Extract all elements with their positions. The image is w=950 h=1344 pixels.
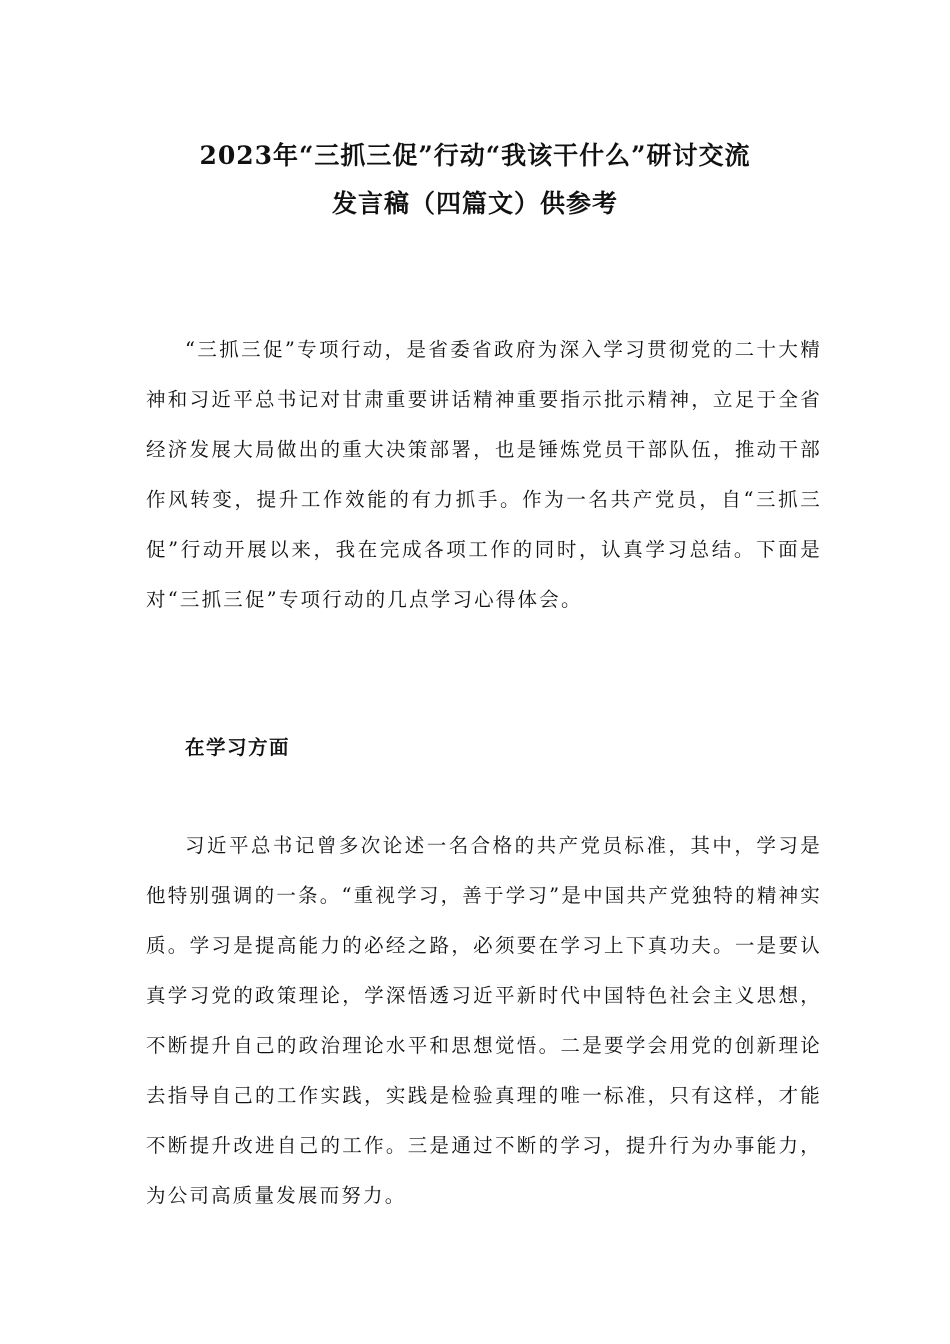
intro-paragraph: “三抓三促”专项行动，是省委省政府为深入学习贯彻党的二十大精神和习近平总书记对甘肃重要讲话精神重要指示批示精神，立足于全省经济发展大局做出的重大决策部署，也是锤炼党员干部队伍，推动干部作风转变，提升工作效能的有力抓手。作为一名共产党员，自“三抓三促”行动开展以来，我在完成各项工作的同时，认真学习总结。下面是对“三抓三促”专项行动的几点学习心得体会。 xyxy=(146,338,822,611)
study-paragraph: 习近平总书记曾多次论述一名合格的共产党员标准，其中，学习是他特别强调的一条。“重视学习，善于学习”是中国共产党独特的精神实质。学习是提高能力的必经之路，必须要在学习上下真功夫。一是要认真学习党的政策理论，学深悟透习近平新时代中国特色社会主义思想，不断提升自己的政治理论水平和思想觉悟。二是要学会用党的创新理论去指导自己的工作实践，实践是检验真理的唯一标准，只有这样，才能不断提升改进自己的工作。三是通过不断的学习，提升行为办事能力，为公司高质量发展而努力。 xyxy=(146,834,822,1207)
title-line-1: 2023年“三抓三促”行动“我该干什么”研讨交流 xyxy=(199,141,751,170)
document-title xyxy=(0,132,950,228)
title-line-2: 发言稿（四篇文）供参考 xyxy=(331,189,618,218)
section-heading: 在学习方面 xyxy=(185,736,291,759)
